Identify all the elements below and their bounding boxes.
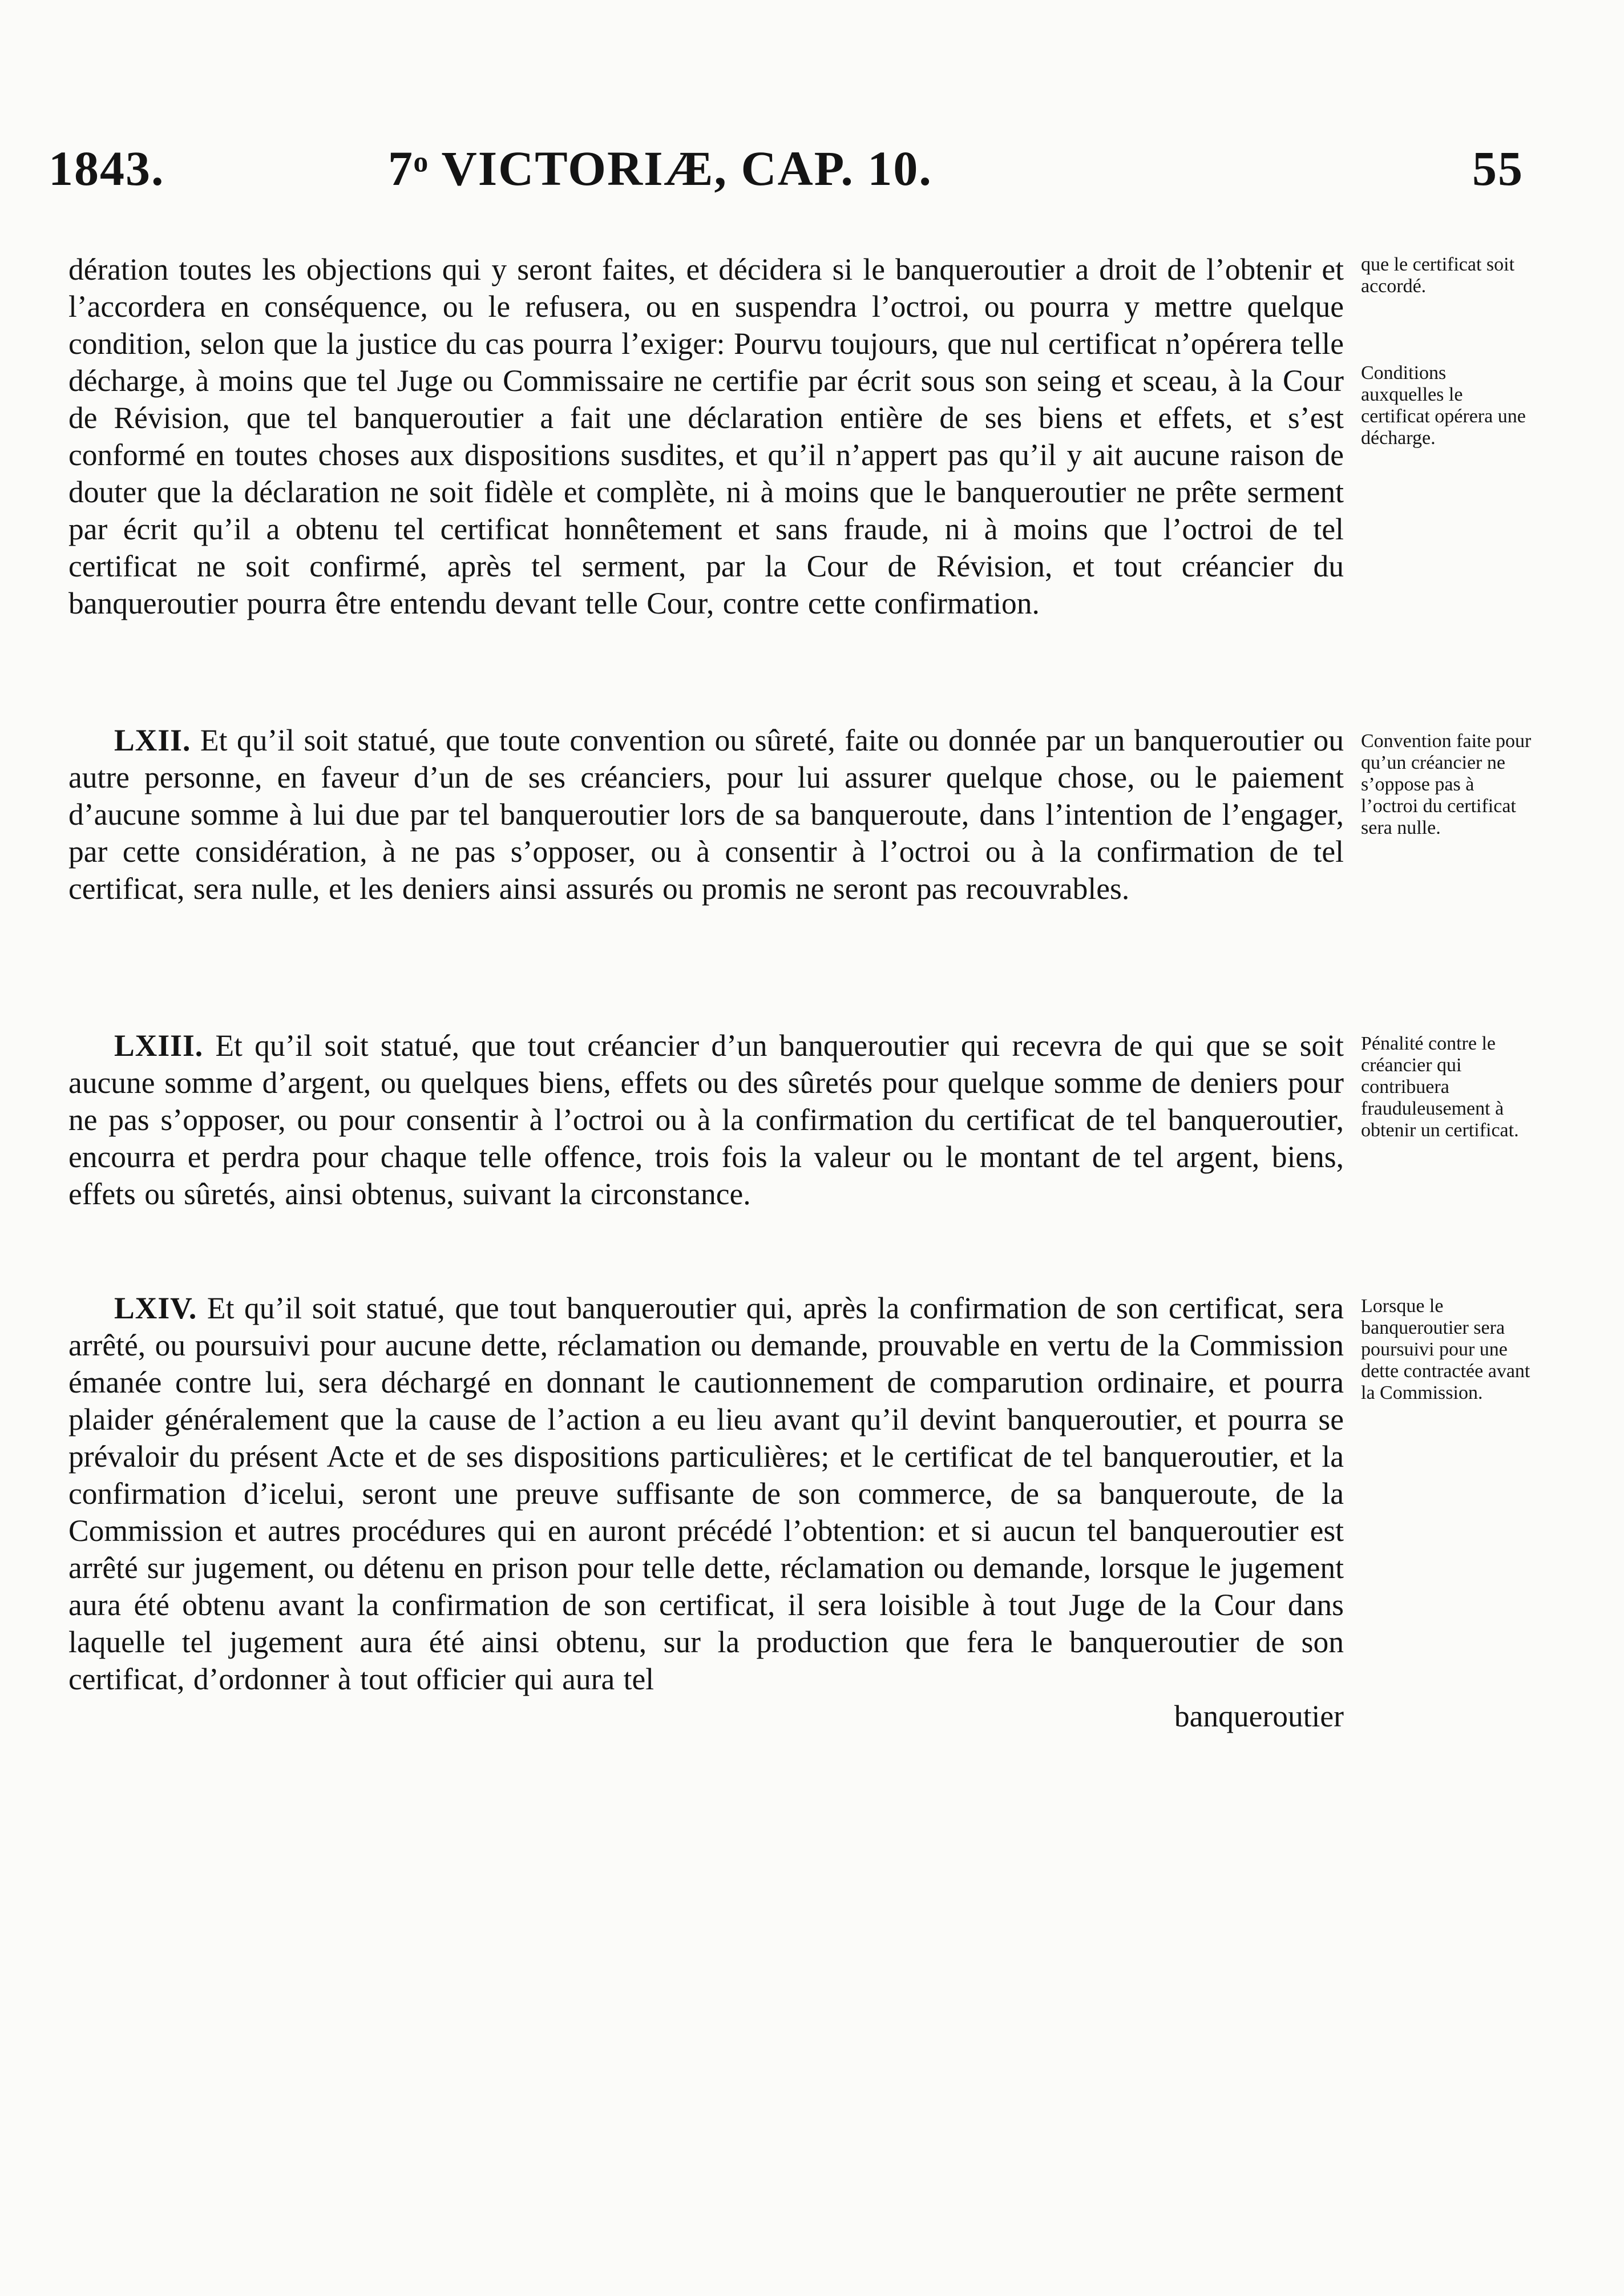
section-text: Et qu’il soit statué, que toute convention ou sûreté, faite ou donnée par un banqueroutier ou autre personne, en faveur d’un de ses créanciers, pour lui assurer quelque chose, ou le paiement d’aucune somme à lui due par tel banqueroutier lors de sa banqueroute, dans l’intention de l’engager, par cette considération, à ne pas s’opposer, ou à consentir à l’octroi ou à la confirmation de tel certificat, sera nulle, et les deniers ainsi assurés ou promis ne seront pas recouvrables. bbox=[68, 723, 1344, 906]
paragraph-text: dération toutes les objections qui y seront faites, et décidera si le banqueroutier a droit de l’obtenir et l’accordera en conséquence, ou le refusera, ou en suspendra l’octroi, ou pourra y mettre quelque condition, selon que la justice du cas pourra l’exiger: Pourvu toujours, que nul certificat n’opérera telle décharge, à moins que tel Juge ou Commissaire ne certifie par écrit sous son seing et sceau, à la Cour de Révision, que tel banqueroutier a fait une déclaration entière de ses biens et effets, et s’est conformé en toutes choses aux dispositions susdites, et qu’il n’appert pas qu’il y ait aucune raison de douter que la déclaration ne soit fidèle et complète, ni à moins que le banqueroutier ne prête serment par écrit qu’il a obtenu tel certificat honnêtement et sans fraude, ni à moins que l’octroi de tel certificat ne soit confirmé, après tel serment, par la Cour de Révision, et tout créancier du banqueroutier pourra être entendu devant telle Cour, contre cette confirmation. bbox=[68, 252, 1344, 620]
section-paragraph bbox=[68, 722, 1344, 907]
section-text: Et qu’il soit statué, que tout banqueroutier qui, après la confirmation de son certificat, sera arrêté, ou poursuivi pour aucune dette, réclamation ou demande, prouvable en vertu de la Commission émanée contre lui, sera déchargé en donnant le cautionnement de comparution ordinaire, et pourra plaider généralement que la cause de l’action a eu lieu avant qu’il devint banqueroutier, et pourra se prévaloir du présent Acte et de ses dispositions particulières; et le certificat de tel banqueroutier, et la confirmation d’icelui, seront une preuve suffisante de son commerce, de sa banqueroute, de la Commission et autres procédures qui en auront précédé l’obtention: et si aucun tel banqueroutier est arrêté sur jugement, ou détenu en prison pour telle dette, réclamation ou demande, lorsque le jugement aura été obtenu avant la confirmation de son certificat, il sera loisible à tout Juge de la Cour dans laquelle tel jugement aura été ainsi obtenu, sur la production que fera le banqueroutier de son certificat, d’ordonner à tout officier qui aura tel bbox=[68, 1291, 1344, 1696]
header-title: 7ᵒ VICTORIÆ, CAP. 10. bbox=[388, 141, 932, 196]
side-note: Pénalité contre le créancier qui contribuera frauduleusement à obtenir un certificat. bbox=[1361, 1033, 1519, 1141]
section-text: Et qu’il soit statué, que tout créancier d’un banqueroutier qui recevra de qui que se soit aucune somme d’argent, ou quelques biens, effets ou des sûretés pour quelque somme de deniers pour ne pas s’opposer, ou pour consentir à l’octroi ou à la confirmation du certificat de tel banqueroutier, encourra et perdra pour chaque telle offence, trois fois la valeur ou le montant de tel argent, biens, effets ou sûretés, ainsi obtenus, suivant la circonstance. bbox=[68, 1028, 1344, 1211]
running-head bbox=[40, 140, 1524, 203]
side-note: Convention faite pour qu’un créancier ne s’oppose pas à l’octroi du certificat sera nulle. bbox=[1361, 731, 1532, 838]
section-63 bbox=[68, 1027, 1344, 1213]
continuation-paragraph bbox=[68, 251, 1344, 622]
side-note: Lorsque le banqueroutier sera poursuivi pour une dette contractée avant la Commission. bbox=[1361, 1296, 1530, 1403]
section-paragraph bbox=[68, 1290, 1344, 1698]
catch-word: banqueroutier bbox=[1174, 1699, 1344, 1733]
side-note: Conditions auxquelles le certificat opérera une décharge. bbox=[1361, 362, 1526, 449]
section-number: LXII. bbox=[114, 723, 191, 757]
section-number: LXIV. bbox=[114, 1291, 197, 1325]
section-62 bbox=[68, 722, 1344, 907]
section-number: LXIII. bbox=[114, 1028, 204, 1063]
section-paragraph bbox=[68, 1027, 1344, 1213]
section-64 bbox=[68, 1290, 1344, 1735]
header-year: 1843. bbox=[49, 141, 165, 196]
side-note: que le certificat soit accordé. bbox=[1361, 254, 1515, 297]
page-number: 55 bbox=[1472, 141, 1524, 196]
